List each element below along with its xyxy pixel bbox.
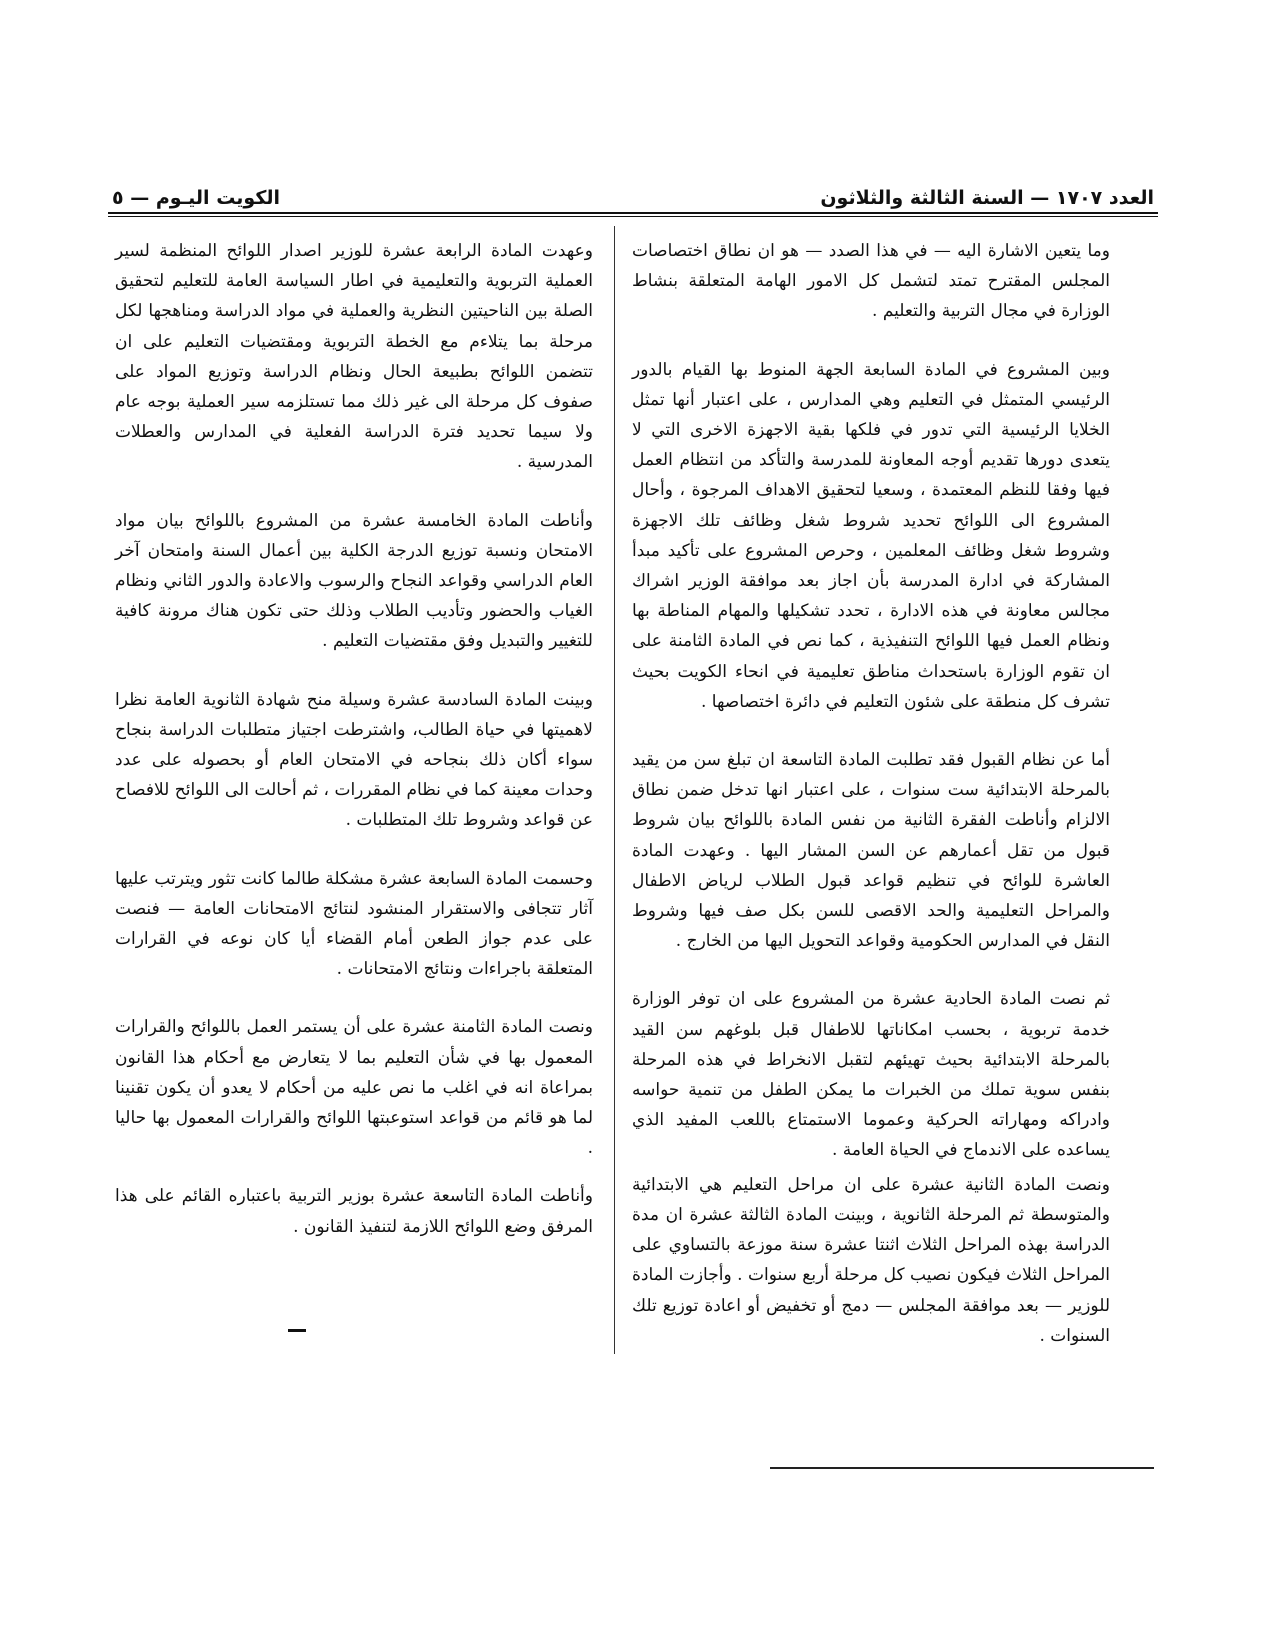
header-rule [108,212,1158,214]
publication-name: الكويت اليـوم — ٥ [112,187,281,209]
paragraph: وما يتعين الاشارة اليه — في هذا الصدد — هو ان نطاق اختصاصات المجلس المقترح تمتد لتشمل كل الامور الهامة المتعلقة بنشاط الوزارة في مجال التربية والتعليم . [632,241,1110,322]
paragraph: وبينت المادة السادسة عشرة وسيلة منح شهادة الثانوية العامة نظرا لاهميتها في حياة الطالب، واشترطت اجتياز متطلبات الدراسة بنجاح سواء أكان ذلك بنجاحه في الامتحان العام أو بحصوله على عدد وحدات معينة كما في نظام المقررات ، ثم أحالت الى اللوائح للافصاح عن قواعد وشروط تلك المتطلبات . [115,689,593,831]
left-column [115,236,593,1242]
paragraph: وأناطت المادة التاسعة عشرة بوزير التربية باعتباره القائم على هذا المرفق وضع اللوائح اللازمة لتنفيذ القانون . [115,1186,593,1237]
footer-rule [770,1467,1154,1469]
paragraph: أما عن نظام القبول فقد تطلبت المادة التاسعة ان تبلغ سن من يقيد بالمرحلة الابتدائية ست سنوات ، على اعتبار انها تدخل ضمن نطاق الالزام وأناطت الفقرة الثانية من نفس المادة باللوائح بيان شروط قبول من تقل أعمارهم عن السن المشار اليها . وعهدت المادة العاشرة للوائح في تنظيم قواعد قبول الطلاب لرياض الاطفال والمراحل التعليمية والحد الاقصى للسن بكل صف فيها وشروط النقل في المدارس الحكومية وقواعد التحويل اليها من الخارج . [632,750,1110,952]
page-header [112,184,1154,212]
paragraph: وبين المشروع في المادة السابعة الجهة المنوط بها القيام بالدور الرئيسي المتمثل في التعليم وهي المدارس ، على اعتبار أنها تمثل الخلايا الرئيسية التي تدور في فلكها بقية الاجهزة الاخرى التي لا يتعدى دورها تقديم أوجه المعاونة للمدرسة والتأكد من انتظام العمل فيها وفقا للنظم المعتمدة ، وسعيا لتحقيق الاهداف المرجوة ، وأحال المشروع الى اللوائح تحديد شروط شغل وظائف تلك الاجهزة وشروط شغل وظائف المعلمين ، وحرص المشروع على تأكيد مبدأ المشاركة في ادارة المدرسة بأن اجاز بعد موافقة الوزير اشراك مجالس معاونة في هذه الادارة ، تحدد تشكيلها والمهام المناطة بها ونظام العمل فيها اللوائح التنفيذية ، كما نص في المادة الثامنة على ان تقوم الوزارة باستحداث مناطق تعليمية في انحاء الكويت بحيث تشرف كل منطقة على شئون التعليم في دائرة اختصاصها . [632,359,1110,712]
column-divider [614,226,615,1354]
paragraph: ونصت المادة الثانية عشرة على ان مراحل التعليم هي الابتدائية والمتوسطة ثم المرحلة الثانوية ، وبينت المادة الثالثة عشرة ان مدة الدراسة بهذه المراحل الثلاث اثنتا عشرة سنة موزعة بالتساوي على المراحل الثلاث فيكون نصيب كل مرحلة أربع سنوات . وأجازت المادة للوزير — بعد موافقة المجلس — دمج أو تخفيض أو اعادة توزيع تلك السنوات . [632,1174,1110,1346]
paragraph: وعهدت المادة الرابعة عشرة للوزير اصدار اللوائح المنظمة لسير العملية التربوية والتعليمية في اطار السياسة العامة للتعليم لتحقيق الصلة بين الناحيتين النظرية والعملية في مواد الدراسة ومناهجها لكل مرحلة بما يتلاءم مع الخطة التربوية ومقتضيات التعليم على ان تتضمن اللوائح بطبيعة الحال ونظام الدراسة وتوزيع المواد على صفوف كل مرحلة الى غير ذلك مما تستلزمه سير العملية بوجه عام ولا سيما تحديد فترة الدراسة الفعلية في المدارس والعطلات المدرسية . [115,241,593,473]
right-column [632,236,1110,1351]
paragraph: ونصت المادة الثامنة عشرة على أن يستمر العمل باللوائح والقرارات المعمول بها في شأن التعليم بما لا يتعارض مع أحكام هذا القانون بمراعاة انه في اغلب ما نص عليه من أحكام لا يعدو أن يكون تقنينا لما هو قائم من قواعد استوعبتها اللوائح والقرارات المعمول بها حاليا . [115,1017,593,1159]
end-mark [288,1329,306,1332]
paragraph: ثم نصت المادة الحادية عشرة من المشروع على ان توفر الوزارة خدمة تربوية ، بحسب امكاناتها للاطفال قبل بلوغهم سن القيد بالمرحلة الابتدائية بحيث تهيئهم لتقبل الانخراط في هذه المرحلة بنفس سوية تملك من الخبرات ما يمكن الطفل من تنمية حواسه وادراكه ومهاراته الحركية وعموما الاستمتاع باللعب المفيد الذي يساعده على الاندماج في الحياة العامة . [632,989,1110,1161]
issue-info: العدد ١٧٠٧ — السنة الثالثة والثلاثون [820,187,1154,209]
paragraph: وأناطت المادة الخامسة عشرة من المشروع باللوائح بيان مواد الامتحان ونسبة توزيع الدرجة الكلية بين أعمال السنة وامتحان آخر العام الدراسي وقواعد النجاح والرسوب والاعادة والدور الثاني ونظام الغياب والحضور وتأديب الطلاب وذلك حتى تكون هناك مرونة كافية للتغيير والتبديل وفق مقتضيات التعليم . [115,510,593,652]
paragraph: وحسمت المادة السابعة عشرة مشكلة طالما كانت تثور ويترتب عليها آثار تتجافى والاستقرار المنشود لنتائج الامتحانات العامة — فنصت على عدم جواز الطعن أمام القضاء أيا كان نوعه في القرارات المتعلقة باجراءات ونتائج الامتحانات . [115,868,593,980]
header-rule-thin [108,216,1158,217]
